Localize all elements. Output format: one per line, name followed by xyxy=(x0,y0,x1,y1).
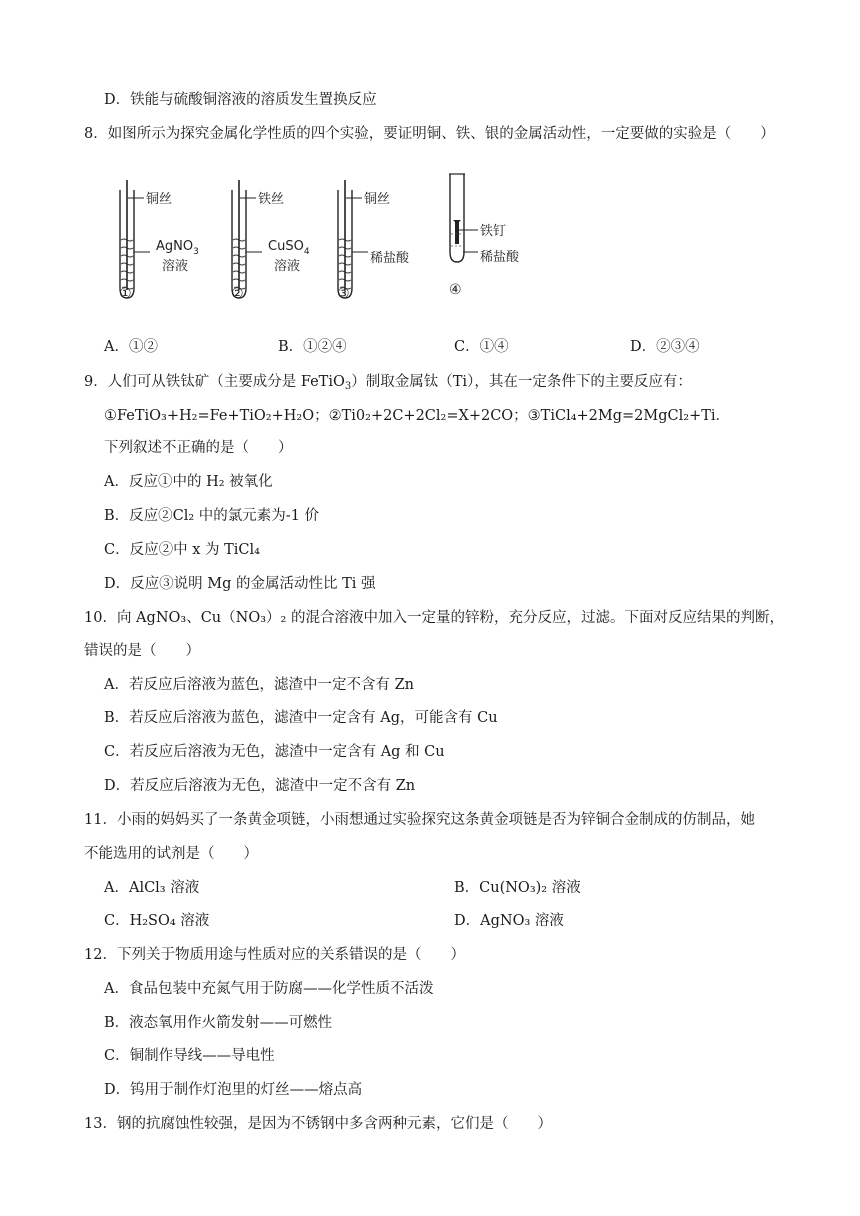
q10-option-b: B．若反应后溶液为蓝色，滤渣中一定含有 Ag，可能含有 Cu xyxy=(104,710,498,726)
t1-number: ① xyxy=(119,286,132,302)
q9-stem: 9．人们可从铁钛矿（主要成分是 FeTiO$_3$）制取金属钛（Ti），其在一定条件下的主要反应有： xyxy=(84,374,692,392)
t4-metal-label: 铁钉 xyxy=(480,224,507,239)
t2-number: ② xyxy=(231,286,244,302)
q11-stem-line1: 11．小雨的妈妈买了一条黄金项链，小雨想通过实验探究这条黄金项链是否为锌铜合金制成的仿制品，她 xyxy=(84,812,755,828)
q9-equations: ①FeTiO₃+H₂=Fe+TiO₂+H₂O；②Ti0₂+2C+2Cl₂=X+2CO；③TiCl₄+2Mg=2MgCl₂+Ti． xyxy=(104,408,731,424)
q10-stem-line1: 10．向 AgNO₃、Cu（NO₃）₂ 的混合溶液中加入一定量的锌粉，充分反应，过滤。下面对反应结果的判断， xyxy=(84,610,784,626)
q9-ask: 下列叙述不正确的是（ ） xyxy=(104,440,293,456)
q10-stem-line2: 错误的是（ ） xyxy=(84,643,200,659)
q9-option-c: C．反应②中 x 为 TiCl₄ xyxy=(104,542,260,558)
q8-option-c: C．①④ xyxy=(454,339,509,355)
q11-stem-line2: 不能选用的试剂是（ ） xyxy=(84,846,258,862)
test-tube-4 xyxy=(449,174,520,298)
q7-option-d: D．铁能与硫酸铜溶液的溶质发生置换反应 xyxy=(104,92,377,108)
q12-option-c: C．铜制作导线——导电性 xyxy=(104,1048,275,1064)
q9-option-d: D．反应③说明 Mg 的金属活动性比 Ti 强 xyxy=(104,576,376,592)
t2-solution-label: CuSO$_4$ xyxy=(268,239,310,257)
t2-solution-label-2: 溶液 xyxy=(274,259,301,274)
q8-stem: 8．如图所示为探究金属化学性质的四个实验，要证明铜、铁、银的金属活动性，一定要做的实验是（ ） xyxy=(84,126,775,142)
q8-option-d: D．②③④ xyxy=(630,339,700,355)
q10-option-d: D．若反应后溶液为无色，滤渣中一定不含有 Zn xyxy=(104,778,416,794)
q10-option-c: C．若反应后溶液为无色，滤渣中一定含有 Ag 和 Cu xyxy=(104,744,445,760)
t4-solution-label: 稀盐酸 xyxy=(480,250,520,265)
q12-option-d: D．钨用于制作灯泡里的灯丝——熔点高 xyxy=(104,1082,363,1098)
q11-option-b: B．Cu(NO₃)₂ 溶液 xyxy=(454,880,581,896)
test-tube-3 xyxy=(337,180,410,302)
q11-option-a: A．AlCl₃ 溶液 xyxy=(104,880,200,896)
q11-option-c: C．H₂SO₄ 溶液 xyxy=(104,913,210,929)
q9-option-b: B．反应②Cl₂ 中的氯元素为-1 价 xyxy=(104,508,320,524)
q12-option-a: A．食品包装中充氮气用于防腐——化学性质不活泼 xyxy=(104,981,434,997)
q9-option-a: A．反应①中的 H₂ 被氧化 xyxy=(104,474,273,490)
t3-solution-label: 稀盐酸 xyxy=(370,251,410,266)
t1-solution-label-2: 溶液 xyxy=(162,259,189,274)
t4-number: ④ xyxy=(449,282,462,298)
iron-nail xyxy=(453,220,461,244)
t3-metal-label: 铜丝 xyxy=(364,192,391,207)
q8-figure xyxy=(108,170,548,310)
t1-solution-label: AgNO$_3$ xyxy=(156,239,199,257)
t2-metal-label: 铁丝 xyxy=(258,192,285,207)
q13-stem: 13．钢的抗腐蚀性较强，是因为不锈钢中多含两种元素，它们是（ ） xyxy=(84,1116,552,1132)
q10-option-a: A．若反应后溶液为蓝色，滤渣中一定不含有 Zn xyxy=(104,677,414,693)
q8-option-a: A．①② xyxy=(104,339,158,355)
t1-metal-label: 铜丝 xyxy=(146,192,173,207)
q8-option-b: B．①②④ xyxy=(278,339,347,355)
t3-number: ③ xyxy=(337,286,350,302)
test-tube-2 xyxy=(231,180,310,302)
q12-option-b: B．液态氧用作火箭发射——可燃性 xyxy=(104,1015,333,1031)
q11-option-d: D．AgNO₃ 溶液 xyxy=(454,913,564,929)
test-tube-1 xyxy=(119,180,199,302)
q12-stem: 12．下列关于物质用途与性质对应的关系错误的是（ ） xyxy=(84,947,465,963)
